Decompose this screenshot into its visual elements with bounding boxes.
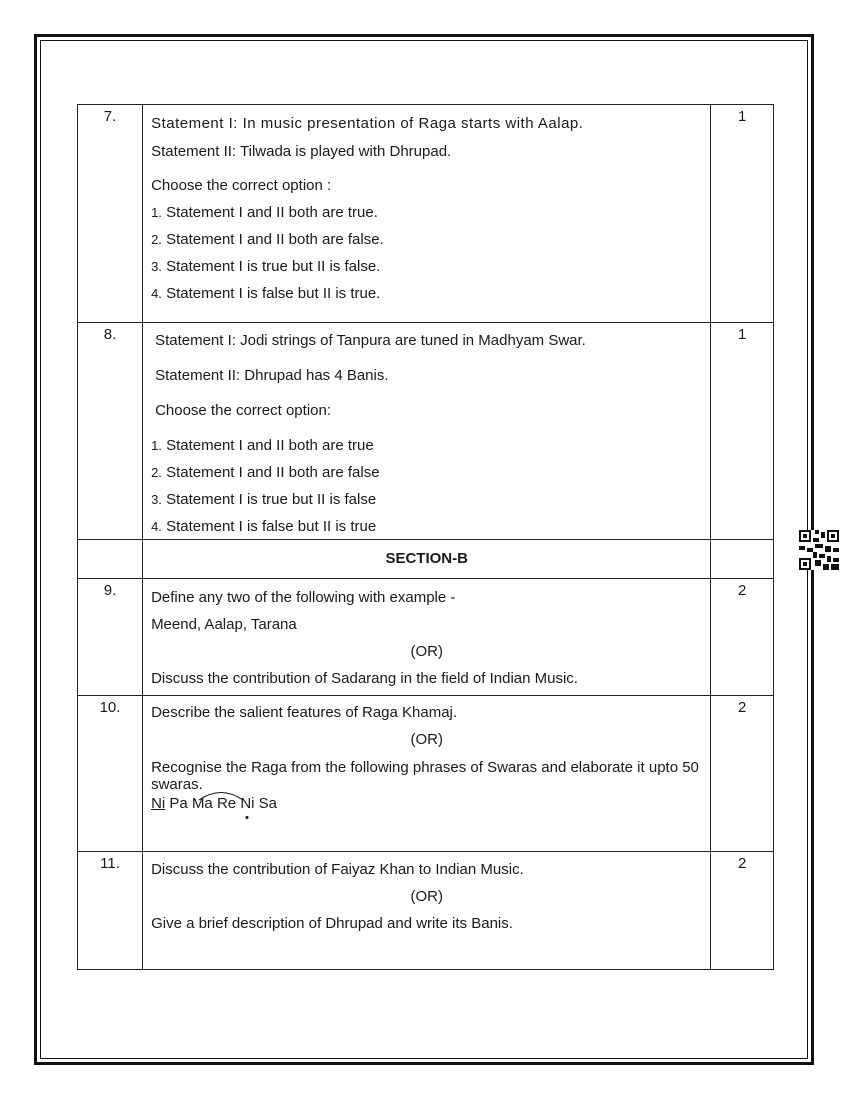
or-separator: (OR) xyxy=(410,888,443,905)
question-11-body xyxy=(143,852,711,970)
option-1: 1. Statement I and II both are true xyxy=(151,437,374,454)
statement-2: Statement II: Tilwada is played with Dhrupad. xyxy=(151,143,452,160)
choose-prompt: Choose the correct option : xyxy=(151,177,332,194)
option-2: 2. Statement I and II both are false. xyxy=(151,231,384,248)
swara: Sa xyxy=(258,795,278,812)
question-8-body xyxy=(143,323,711,540)
question-number: 7. xyxy=(78,105,143,323)
table-row xyxy=(78,105,774,323)
question-9-body xyxy=(143,579,711,696)
marks: 1 xyxy=(711,323,774,540)
table-row xyxy=(78,696,774,852)
question-text: Discuss the contribution of Faiyaz Khan to Indian Music. xyxy=(151,861,524,878)
alternate-question: Give a brief description of Dhrupad and write its Banis. xyxy=(151,915,513,932)
swara: Pa xyxy=(169,795,188,812)
statement-2: Statement II: Dhrupad has 4 Banis. xyxy=(155,367,389,384)
empty-cell xyxy=(78,540,143,579)
table-row xyxy=(78,579,774,696)
marks: 2 xyxy=(711,579,774,696)
question-10-body xyxy=(143,696,711,852)
swara: Ma xyxy=(191,795,213,812)
or-separator: (OR) xyxy=(410,643,443,660)
option-2: 2. Statement I and II both are false xyxy=(151,464,380,481)
meend-arc-icon xyxy=(197,789,245,801)
option-4: 4. Statement I is false but II is true xyxy=(151,518,377,535)
choose-prompt: Choose the correct option: xyxy=(155,402,331,419)
question-text: Describe the salient features of Raga Khamaj. xyxy=(151,704,458,721)
or-separator: (OR) xyxy=(410,731,443,748)
table-row xyxy=(78,852,774,970)
qr-code-icon xyxy=(799,530,839,570)
option-3: 3. Statement I is true but II is false. xyxy=(151,258,381,275)
question-table xyxy=(77,104,774,970)
section-heading: SECTION-B xyxy=(143,540,711,579)
statement-1: Statement I: Jodi strings of Tanpura are tuned in Madhyam Swar. xyxy=(155,332,586,349)
question-number: 9. xyxy=(78,579,143,696)
table-row xyxy=(78,323,774,540)
empty-cell xyxy=(711,540,774,579)
swara: Ni xyxy=(240,795,255,812)
marks: 1 xyxy=(711,105,774,323)
marks: 2 xyxy=(711,696,774,852)
question-number: 8. xyxy=(78,323,143,540)
option-1: 1. Statement I and II both are true. xyxy=(151,204,378,221)
table-row xyxy=(78,540,774,579)
alternate-question: Recognise the Raga from the following phrases of Swaras and elaborate it upto 50 swaras. xyxy=(151,759,699,793)
question-text: Define any two of the following with example - xyxy=(151,589,456,606)
option-3: 3. Statement I is true but II is false xyxy=(151,491,377,508)
question-7-body xyxy=(143,105,711,323)
question-number: 10. xyxy=(78,696,143,852)
question-number: 11. xyxy=(78,852,143,970)
terms-list: Meend, Aalap, Tarana xyxy=(151,616,297,633)
option-4: 4. Statement I is false but II is true. xyxy=(151,285,381,302)
swara: Re xyxy=(216,795,237,812)
alternate-question: Discuss the contribution of Sadarang in the field of Indian Music. xyxy=(151,670,578,687)
marks: 2 xyxy=(711,852,774,970)
statement-1: Statement I: In music presentation of Raga starts with Aalap. xyxy=(151,115,584,132)
swara: Ni xyxy=(151,795,166,812)
swara-phrase xyxy=(151,795,702,813)
